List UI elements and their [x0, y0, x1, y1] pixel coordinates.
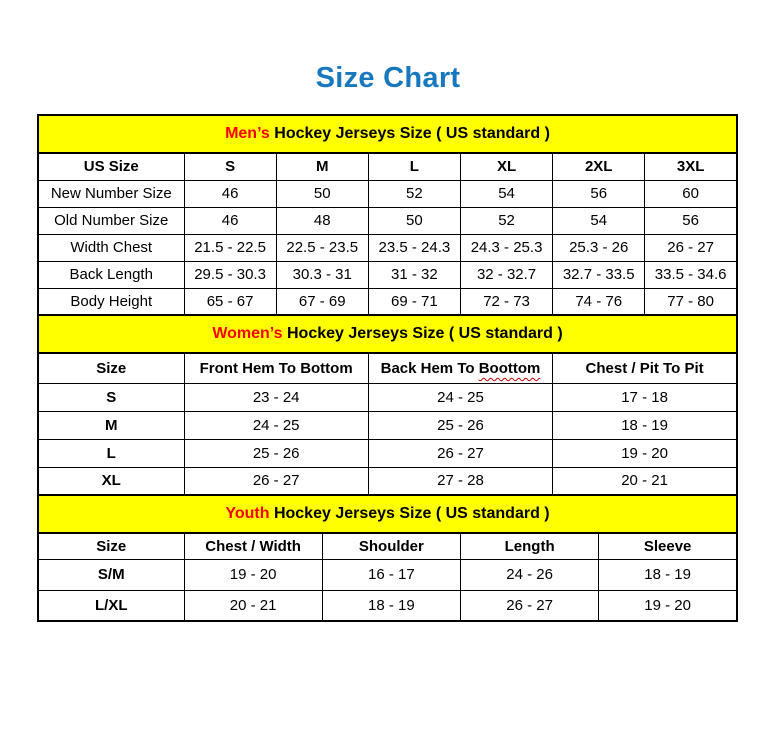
- column-header-cell: Chest / Pit To Pit: [553, 353, 737, 383]
- mens-section: [37, 114, 738, 316]
- table-cell: 21.5 - 22.5: [184, 234, 276, 261]
- youth-banner-text: Hockey Jerseys Size ( US standard ): [269, 505, 550, 522]
- table-cell: 27 - 28: [368, 467, 552, 495]
- column-header-cell: US Size: [38, 153, 184, 180]
- womens-size-table: [37, 352, 738, 496]
- row-header-cell: S: [38, 383, 184, 411]
- column-header-cell: L: [368, 153, 460, 180]
- table-cell: 72 - 73: [460, 288, 552, 315]
- table-cell: 32 - 32.7: [460, 261, 552, 288]
- table-cell: 46: [184, 180, 276, 207]
- column-header-cell: S: [184, 153, 276, 180]
- table-cell: 52: [368, 180, 460, 207]
- row-header-cell: New Number Size: [38, 180, 184, 207]
- row-header-cell: Back Length: [38, 261, 184, 288]
- table-cell: 56: [645, 207, 737, 234]
- table-cell: 18 - 19: [322, 590, 460, 621]
- womens-category-label: Women’s: [212, 325, 283, 342]
- table-cell: 50: [276, 180, 368, 207]
- table-cell: 33.5 - 34.6: [645, 261, 737, 288]
- table-cell: 67 - 69: [276, 288, 368, 315]
- table-row: [38, 288, 737, 315]
- table-row: [38, 467, 737, 495]
- mens-banner-text: Hockey Jerseys Size ( US standard ): [269, 125, 550, 142]
- youth-size-table: [37, 532, 738, 622]
- column-header-cell: Size: [38, 353, 184, 383]
- table-cell: 23.5 - 24.3: [368, 234, 460, 261]
- table-cell: 77 - 80: [645, 288, 737, 315]
- table-cell: 19 - 20: [553, 439, 737, 467]
- table-row: [38, 590, 737, 621]
- column-header-cell: 3XL: [645, 153, 737, 180]
- table-cell: 24.3 - 25.3: [460, 234, 552, 261]
- table-cell: 25.3 - 26: [553, 234, 645, 261]
- column-header-cell: Length: [461, 533, 599, 559]
- table-cell: 32.7 - 33.5: [553, 261, 645, 288]
- table-cell: 26 - 27: [645, 234, 737, 261]
- table-cell: 16 - 17: [322, 559, 460, 590]
- table-cell: 25 - 26: [368, 411, 552, 439]
- table-cell: 26 - 27: [184, 467, 368, 495]
- column-header-cell: Front Hem To Bottom: [184, 353, 368, 383]
- womens-table-title-banner: [37, 314, 738, 354]
- column-header-cell: Sleeve: [599, 533, 737, 559]
- table-cell: 29.5 - 30.3: [184, 261, 276, 288]
- table-cell: 52: [460, 207, 552, 234]
- youth-category-label: Youth: [225, 505, 270, 522]
- table-cell: 17 - 18: [553, 383, 737, 411]
- header-row: [38, 153, 737, 180]
- table-cell: 24 - 25: [184, 411, 368, 439]
- table-row: [38, 261, 737, 288]
- column-header-cell: Chest / Width: [184, 533, 322, 559]
- column-header-cell: [368, 353, 552, 383]
- table-cell: 50: [368, 207, 460, 234]
- row-header-cell: L/XL: [38, 590, 184, 621]
- table-row: [38, 559, 737, 590]
- misspelled-word: Boottom: [478, 359, 541, 377]
- row-header-cell: S/M: [38, 559, 184, 590]
- table-row: [38, 234, 737, 261]
- header-row: [38, 353, 737, 383]
- table-cell: 23 - 24: [184, 383, 368, 411]
- row-header-cell: L: [38, 439, 184, 467]
- table-cell: 19 - 20: [599, 590, 737, 621]
- row-header-cell: Body Height: [38, 288, 184, 315]
- youth-table-title-banner: [37, 494, 738, 534]
- table-row: [38, 180, 737, 207]
- table-cell: 26 - 27: [461, 590, 599, 621]
- table-cell: 31 - 32: [368, 261, 460, 288]
- table-cell: 18 - 19: [553, 411, 737, 439]
- header-row: [38, 533, 737, 559]
- row-header-cell: Old Number Size: [38, 207, 184, 234]
- table-cell: 20 - 21: [553, 467, 737, 495]
- column-header-cell: Size: [38, 533, 184, 559]
- row-header-cell: Width Chest: [38, 234, 184, 261]
- size-chart-page: [0, 62, 776, 622]
- table-row: [38, 411, 737, 439]
- column-header-cell: Shoulder: [322, 533, 460, 559]
- page-title: Size Chart: [315, 62, 461, 94]
- table-cell: 24 - 25: [368, 383, 552, 411]
- column-header-cell: 2XL: [553, 153, 645, 180]
- column-header-cell: XL: [460, 153, 552, 180]
- table-cell: 54: [460, 180, 552, 207]
- table-cell: 19 - 20: [184, 559, 322, 590]
- table-cell: 26 - 27: [368, 439, 552, 467]
- table-cell: 24 - 26: [461, 559, 599, 590]
- table-row: [38, 207, 737, 234]
- table-row: [38, 439, 737, 467]
- table-cell: 65 - 67: [184, 288, 276, 315]
- table-cell: 60: [645, 180, 737, 207]
- table-row: [38, 383, 737, 411]
- mens-table-title-banner: [37, 114, 738, 154]
- table-cell: 20 - 21: [184, 590, 322, 621]
- womens-banner-text: Hockey Jerseys Size ( US standard ): [282, 325, 563, 342]
- table-cell: 30.3 - 31: [276, 261, 368, 288]
- table-cell: 22.5 - 23.5: [276, 234, 368, 261]
- row-header-cell: M: [38, 411, 184, 439]
- womens-section: [37, 314, 738, 496]
- mens-size-table: [37, 152, 738, 316]
- table-cell: 56: [553, 180, 645, 207]
- table-cell: 25 - 26: [184, 439, 368, 467]
- youth-section: [37, 494, 738, 622]
- table-cell: 46: [184, 207, 276, 234]
- table-cell: 54: [553, 207, 645, 234]
- label-text: Back Hem To: [380, 359, 479, 377]
- table-cell: 18 - 19: [599, 559, 737, 590]
- column-header-cell: M: [276, 153, 368, 180]
- table-cell: 48: [276, 207, 368, 234]
- size-chart-container: [37, 114, 738, 622]
- table-cell: 69 - 71: [368, 288, 460, 315]
- row-header-cell: XL: [38, 467, 184, 495]
- table-cell: 74 - 76: [553, 288, 645, 315]
- mens-category-label: Men’s: [225, 125, 270, 142]
